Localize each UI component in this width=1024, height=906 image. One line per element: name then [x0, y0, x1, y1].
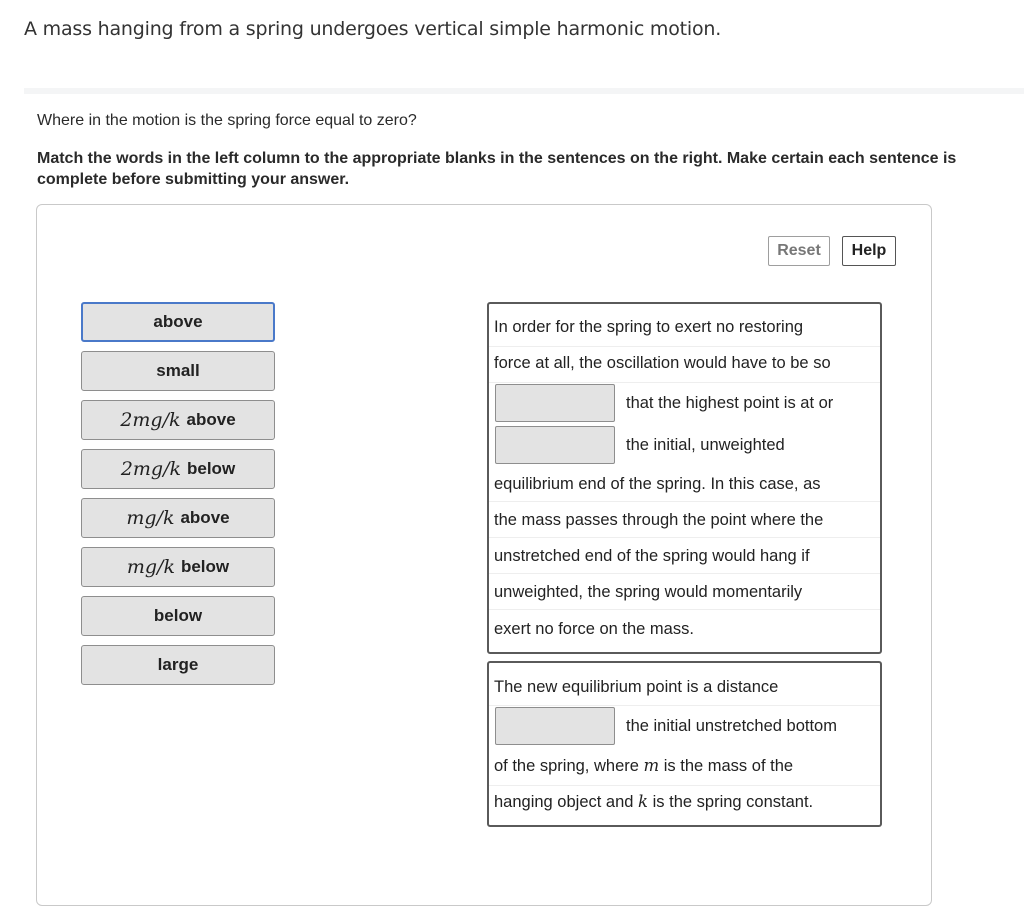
chip-2mg-k-above[interactable]	[81, 400, 275, 440]
sentence-box-1	[487, 302, 882, 654]
chip-math: mg/k	[126, 556, 175, 578]
sentence-text-part: is the spring constant.	[648, 793, 814, 811]
chip-mg-k-below[interactable]	[81, 547, 275, 587]
chip-large[interactable]	[81, 645, 275, 685]
row-divider	[489, 501, 880, 502]
sentence-text: that the highest point is at or	[626, 394, 834, 412]
chip-label: above	[180, 508, 230, 527]
chip-label: below	[153, 606, 203, 625]
drop-target-1[interactable]	[495, 384, 615, 422]
row-divider	[489, 785, 880, 786]
sentence-text: unstretched end of the spring would hang if	[494, 547, 810, 565]
question-text: Where in the motion is the spring force equal to zero?	[37, 112, 417, 129]
sentence-text: the initial unstretched bottom	[626, 717, 837, 735]
chip-label: below	[180, 557, 230, 576]
reset-button[interactable]: Reset	[768, 236, 830, 266]
chip-label: large	[157, 655, 199, 674]
chip-small[interactable]	[81, 351, 275, 391]
chip-below[interactable]	[81, 596, 275, 636]
math-k: k	[638, 792, 649, 811]
sentence-text: unweighted, the spring would momentarily	[494, 583, 803, 601]
sentence-text-part: of the spring, where	[494, 757, 644, 775]
chip-math: 2mg/k	[120, 409, 181, 431]
chip-label: small	[156, 361, 200, 380]
sentence-box-2	[487, 661, 882, 827]
instructions-text: Match the words in the left column to the appropriate blanks in the sentences on the right. Make certain each sentence is complete before submitting your answer.	[37, 150, 957, 188]
chip-above[interactable]	[81, 302, 275, 342]
chip-2mg-k-below[interactable]	[81, 449, 275, 489]
sentence-text: the mass passes through the point where the	[494, 511, 824, 529]
sentence-text-part: hanging object and	[494, 793, 639, 811]
row-divider	[489, 382, 880, 383]
sentence-text-part: is the mass of the	[659, 757, 794, 775]
math-m: m	[643, 756, 660, 775]
sentence-text: force at all, the oscillation would have to be so	[494, 354, 831, 372]
chip-math: mg/k	[126, 507, 175, 529]
sentence-text: In order for the spring to exert no restoring	[494, 318, 804, 336]
divider-band	[24, 88, 1024, 94]
row-divider	[489, 705, 880, 706]
drop-target-3[interactable]	[495, 707, 615, 745]
sentence-text: exert no force on the mass.	[494, 620, 694, 638]
chip-label: above	[186, 410, 236, 429]
sentence-text: The new equilibrium point is a distance	[494, 678, 779, 696]
help-button[interactable]: Help	[842, 236, 896, 266]
sentence-text	[494, 792, 813, 812]
row-divider	[489, 609, 880, 610]
row-divider	[489, 573, 880, 574]
intro-text: A mass hanging from a spring undergoes vertical simple harmonic motion.	[24, 18, 722, 40]
row-divider	[489, 346, 880, 347]
sentence-text: the initial, unweighted	[626, 436, 785, 454]
chip-math: 2mg/k	[120, 458, 181, 480]
drop-target-2[interactable]	[495, 426, 615, 464]
row-divider	[489, 537, 880, 538]
sentence-text	[494, 756, 793, 776]
chip-mg-k-above[interactable]	[81, 498, 275, 538]
sentence-text: equilibrium end of the spring. In this case, as	[494, 475, 821, 493]
chip-label: above	[153, 312, 203, 331]
chip-label: below	[187, 459, 236, 478]
